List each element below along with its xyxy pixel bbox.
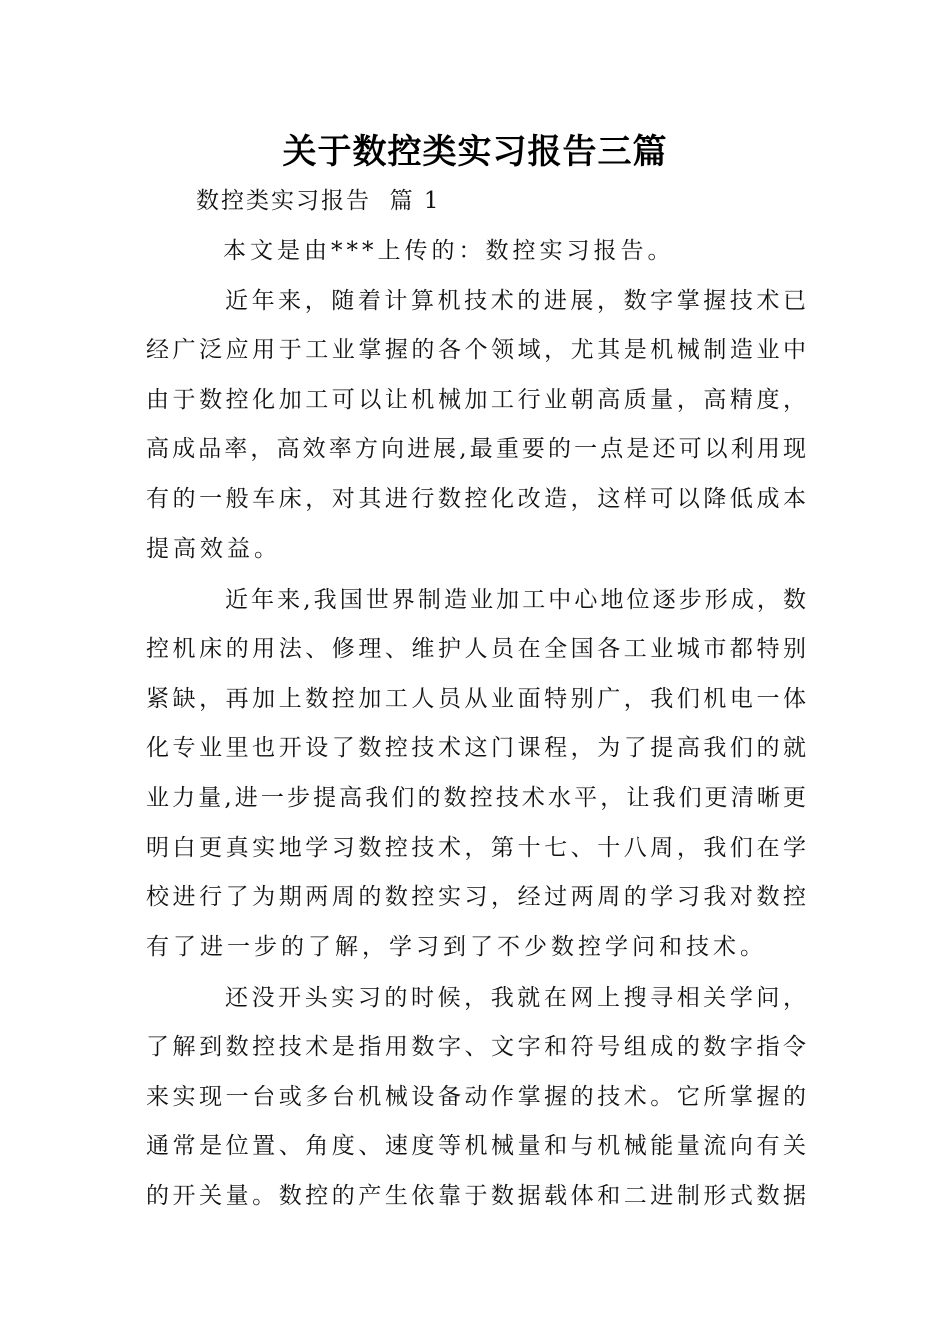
text-line: 有的一般车床，对其进行数控化改造，这样可以降低成本: [146, 486, 806, 512]
text-line: 近年来,我国世界制造业加工中心地位逐步形成，数: [225, 587, 806, 613]
text-line: 了解到数控技术是指用数字、文字和符号组成的数字指令: [146, 1034, 806, 1060]
text-line: 还没开头实习的时候，我就在网上搜寻相关学问，: [225, 985, 806, 1011]
text-line: 业力量,进一步提高我们的数控技术水平，让我们更清晰更: [146, 785, 806, 811]
text-line: 的开关量。数控的产生依靠于数据载体和二进制形式数据: [146, 1183, 806, 1209]
text-line: 经广泛应用于工业掌握的各个领域，尤其是机械制造业中: [146, 337, 806, 363]
text-line: 本文是由***上传的：数控实习报告。: [223, 238, 675, 264]
document-title: 关于数控类实习报告三篇: [282, 132, 668, 172]
text-line: 化专业里也开设了数控技术这门课程，为了提高我们的就: [146, 735, 806, 761]
section-heading: 数控类实习报告 篇 1: [196, 188, 441, 214]
text-line: 由于数控化加工可以让机械加工行业朝高质量，高精度，: [146, 387, 806, 413]
text-line: 有了进一步的了解，学习到了不少数控学问和技术。: [146, 934, 767, 960]
text-line: 明白更真实地学习数控技术，第十七、十八周，我们在学: [146, 835, 806, 861]
text-line: 近年来，随着计算机技术的进展，数字掌握技术已: [225, 288, 806, 314]
text-line: 来实现一台或多台机械设备动作掌握的技术。它所掌握的: [146, 1084, 806, 1110]
text-line: 提高效益。: [146, 536, 281, 562]
text-line: 校进行了为期两周的数控实习，经过两周的学习我对数控: [146, 884, 806, 910]
text-line: 通常是位置、角度、速度等机械量和与机械能量流向有关: [146, 1133, 806, 1159]
text-line: 高成品率，高效率方向进展,最重要的一点是还可以利用现: [146, 436, 806, 462]
text-line: 紧缺，再加上数控加工人员从业面特别广，我们机电一体: [146, 686, 806, 712]
text-line: 控机床的用法、修理、维护人员在全国各工业城市都特别: [146, 636, 806, 662]
